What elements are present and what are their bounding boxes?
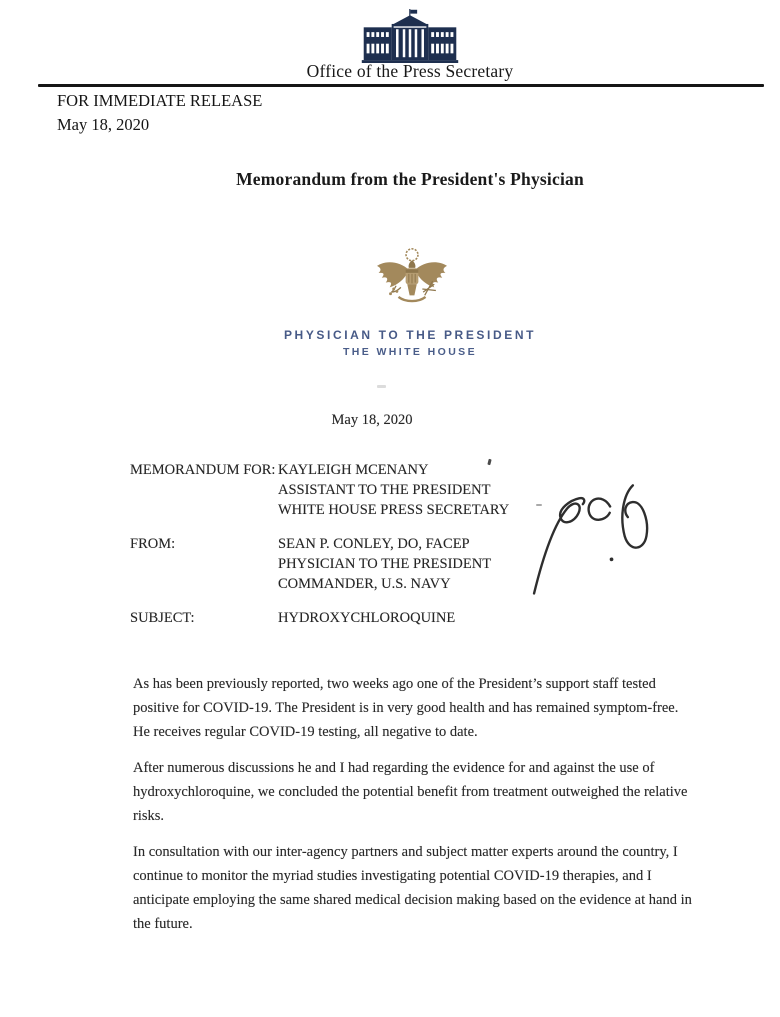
memo-fields [130, 460, 509, 642]
scan-artifact [536, 504, 542, 506]
memo-paragraph: After numerous discussions he and I had regarding the evidence for and against the use of hydroxychloroquine, we concluded the potential benefit from treatment outweighed the relative risks. [133, 760, 688, 824]
field-value: KAYLEIGH MCENANY ASSISTANT TO THE PRESIDENT WHITE HOUSE PRESS SECRETARY [278, 462, 510, 518]
field-label: FROM: [130, 536, 176, 552]
letterhead-physician-line: PHYSICIAN TO THE PRESIDENT [283, 328, 537, 342]
memo-date: May 18, 2020 [331, 412, 413, 428]
header-divider [38, 84, 764, 87]
memo-paragraph: As has been previously reported, two weeks ago one of the President’s support staff tested positive for COVID-19. The President is in very good health and has remained symptom-free. He receives regular COVID-19 testing, all negative to date. [133, 676, 679, 740]
sean-conley-signature-icon [515, 455, 665, 610]
document-title: Memorandum from the President's Physician [236, 169, 584, 189]
field-value: SEAN P. CONLEY, DO, FACEP PHYSICIAN TO THE PRESIDENT COMMANDER, U.S. NAVY [278, 536, 492, 592]
memo-field-subject [130, 608, 509, 628]
field-label: MEMORANDUM FOR: [130, 462, 276, 478]
white-house-logo-icon [358, 9, 462, 63]
memo-field-from [130, 534, 509, 594]
release-status: FOR IMMEDIATE RELEASE [57, 91, 263, 110]
scan-artifact [377, 385, 386, 388]
field-value: HYDROXYCHLOROQUINE [278, 610, 456, 626]
press-office-title: Office of the Press Secretary [306, 61, 514, 81]
memo-body [133, 672, 695, 948]
release-date: May 18, 2020 [57, 115, 150, 134]
field-label: SUBJECT: [130, 610, 195, 626]
memo-paragraph: In consultation with our inter-agency partners and subject matter experts around the country, I continue to monitor the myriad studies investigating potential COVID-19 therapies, and I anticipate employing the same shared medical decision making based on the evidence at hand in the future. [133, 844, 692, 932]
presidential-eagle-seal-icon [372, 246, 452, 316]
letterhead-white-house-line: THE WHITE HOUSE [342, 346, 477, 358]
memo-field-to [130, 460, 509, 520]
